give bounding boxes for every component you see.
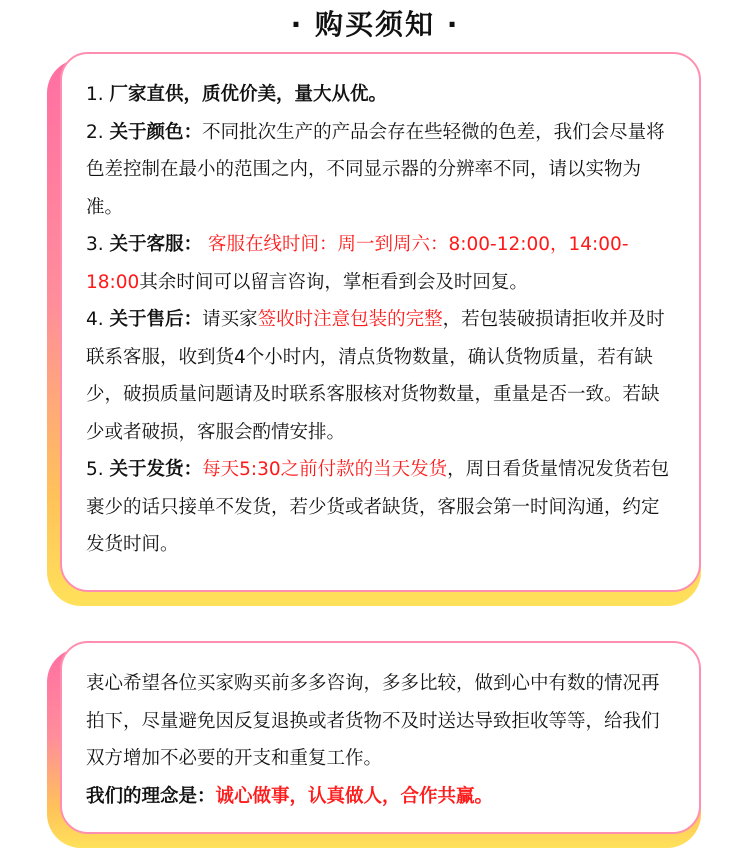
aftersale-highlight: 签收时注意包装的完整 (257, 309, 443, 330)
hope-text (86, 665, 676, 815)
color-text: 不同批次生产的产品会存在些轻微的色差，我们会尽量将色差控制在最小的范围之内，不同显示器的分辨率不同，请以实物为准。 (86, 121, 665, 218)
motto (86, 778, 676, 816)
shipping-label: 关于发货 (109, 459, 184, 480)
notice-text (86, 76, 676, 564)
notice-item-5: 5. 关于发货：每天5:30之前付款的当天发货，周日看货量情况发货若包裹少的话只接单不发货，若少货或者缺货，客服会第一时间沟通，约定发货时间。 (86, 459, 670, 555)
notice-item-2: 2. 关于颜色：不同批次生产的产品会存在些轻微的色差，我们会尽量将色差控制在最小的范围之内，不同显示器的分辨率不同，请以实物为准。 (86, 121, 665, 218)
motto-text: 诚心做事，认真做人，合作共赢。 (215, 785, 494, 807)
service-hours: 客服在线时间：周一到周六：8:00-12:00，14:00-18:00 (86, 234, 629, 293)
notice-item-1: 1. 厂家直供，质优价美，量大从优。 (86, 84, 388, 105)
motto-label: 我们的理念是： (86, 785, 216, 807)
page-title: · 购买须知 · (290, 8, 460, 41)
shipping-text: ，周日看货量情况发货若包裹少的话只接单不发货，若少货或者缺货，客服会第一时间沟通，约定发货时间。 (86, 459, 670, 555)
color-label: 关于颜色 (109, 121, 184, 143)
notice-item-4: 4. 关于售后：请买家签收时注意包装的完整，若包装破损请拒收并及时联系客服，收到货4个小时内，清点货物数量，确认货物质量，若有缺少，破损质量问题请及时联系客服核对货物数量，重量是否一致。若缺少或者破损，客服会酌情安排。 (86, 309, 665, 443)
shipping-highlight: 每天5:30之前付款的当天发货 (202, 459, 448, 480)
service-text: 其余时间可以留言咨询，掌柜看到会及时回复。 (139, 271, 528, 293)
aftersale-text: ，若包装破损请拒收并及时联系客服，收到货4个小时内，清点货物数量，确认货物质量，若有缺少，破损质量问题请及时联系客服核对货物数量，重量是否一致。若缺少或者破损，客服会酌情安排。 (86, 309, 665, 443)
notice-item-3: 3. 关于客服： 客服在线时间：周一到周六：8:00-12:00，14:00-18:00其余时间可以留言咨询，掌柜看到会及时回复。 (86, 234, 629, 293)
hope-paragraph: 衷心希望各位买家购买前多多咨询，多多比较，做到心中有数的情况再拍下，尽量避免因反复退换或者货物不及时送达导致拒收等等，给我们双方增加不必要的开支和重复工作。 (86, 673, 660, 769)
service-label: 关于客服 (109, 234, 184, 255)
notice-item-1-text: 厂家直供，质优价美，量大从优。 (109, 84, 388, 105)
aftersale-label: 关于售后 (109, 309, 184, 330)
